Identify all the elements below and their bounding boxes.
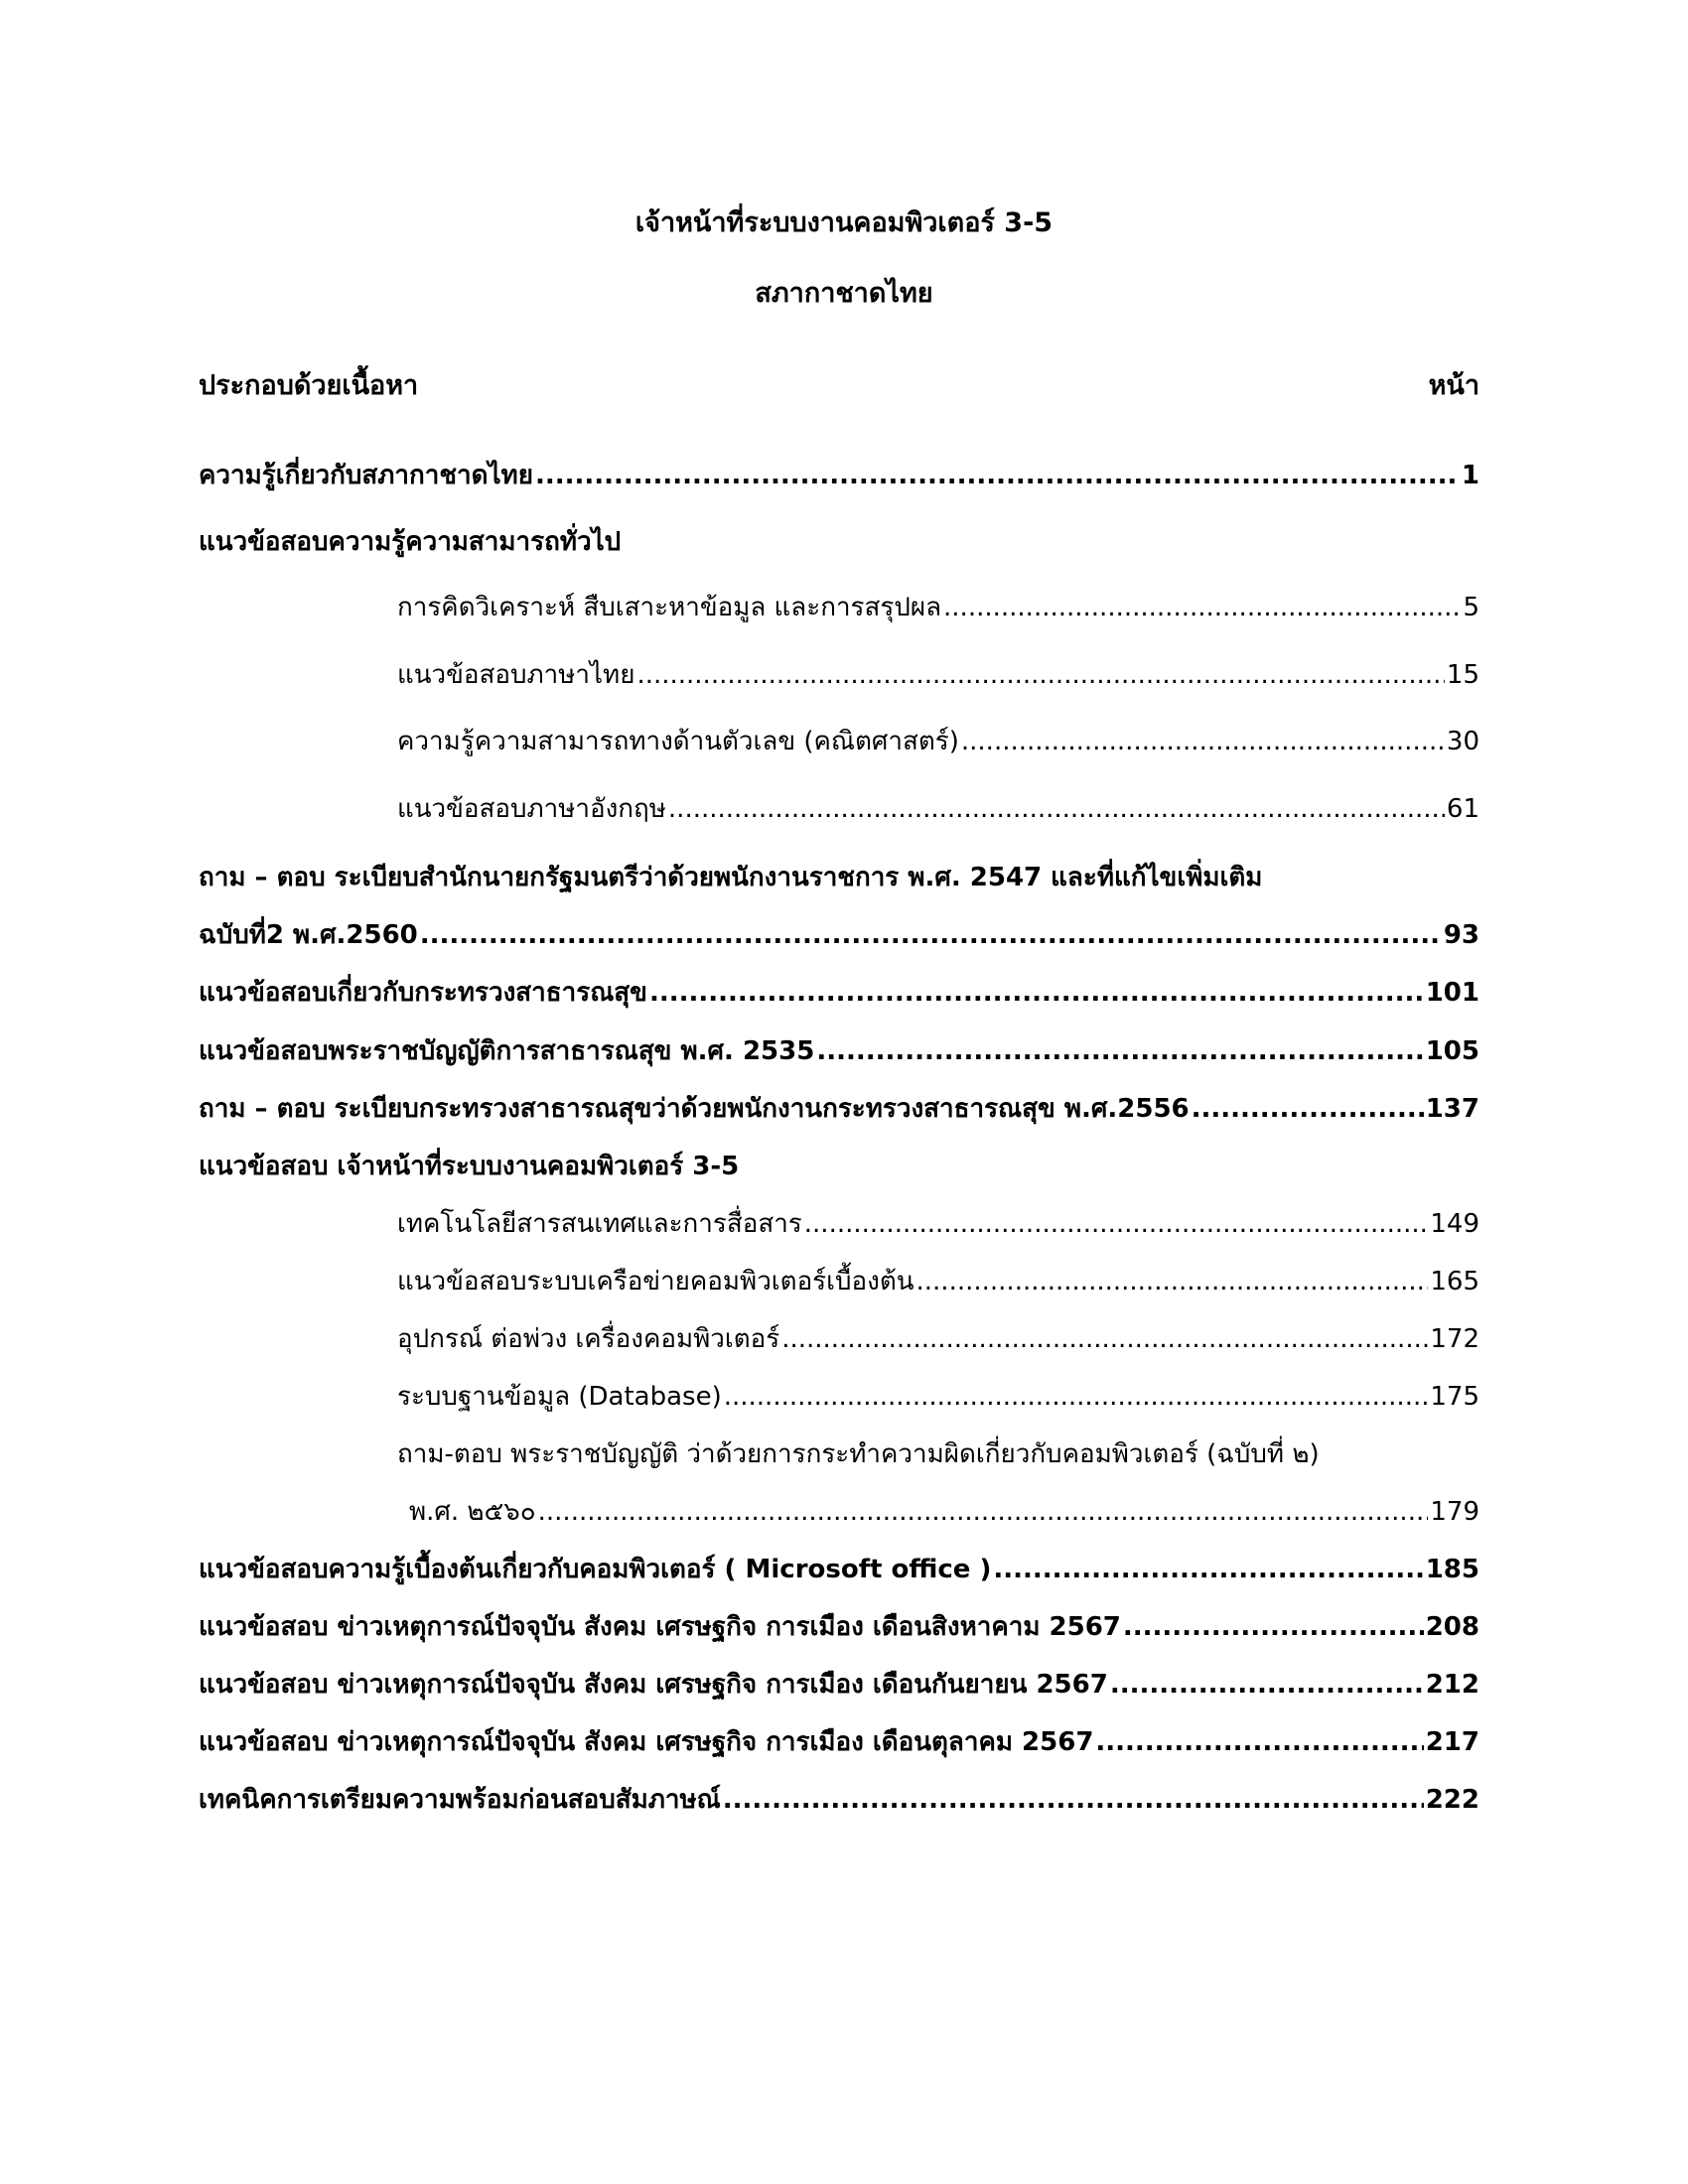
toc-entry (199, 1665, 1479, 1705)
toc-entry (397, 722, 1479, 761)
toc-section-heading: แนวข้อสอบความรู้ความสามารถทั่วไป (199, 527, 622, 557)
dot-leader (723, 1780, 1424, 1820)
dot-leader (1123, 1607, 1424, 1647)
toc-entry-page: 185 (1425, 1555, 1479, 1584)
toc-entry-page: 30 (1446, 727, 1479, 756)
toc-entry-page: 137 (1425, 1094, 1479, 1124)
dot-leader (649, 973, 1424, 1013)
toc-entry-title: แนวข้อสอบระบบเครือข่ายคอมพิวเตอร์เบื้องต้น (397, 1267, 914, 1297)
toc-entry (409, 1492, 1479, 1532)
toc-entry (199, 1089, 1479, 1129)
toc-entry-title: แนวข้อสอบความรู้เบื้องต้นเกี่ยวกับคอมพิวเตอร์ ( Microsoft office ) (199, 1555, 992, 1584)
dot-leader (1095, 1722, 1423, 1762)
toc-entry-page: 208 (1425, 1612, 1479, 1642)
toc-entry-title: เทคนิคการเตรียมความพร้อมก่อนสอบสัมภาษณ์ (199, 1785, 721, 1815)
dot-leader (943, 588, 1461, 627)
toc-entry-page: 15 (1446, 660, 1479, 690)
toc-entry-title: แนวข้อสอบ ข่าวเหตุการณ์ปัจจุบัน สังคม เศรษฐกิจ การเมือง เดือนสิงหาคาม 2567 (199, 1612, 1121, 1642)
toc-entry-page: 5 (1463, 593, 1479, 622)
toc-entry-title: ระบบฐานข้อมูล (Database) (397, 1382, 722, 1412)
toc-entry-page: 212 (1425, 1670, 1479, 1700)
toc-entry (397, 1262, 1479, 1301)
toc-entry (199, 1607, 1479, 1647)
toc-entry-page: 1 (1461, 461, 1479, 490)
toc-entry-title: ฉบับที่2 พ.ศ.2560 (199, 920, 418, 950)
toc-entry-title: ถาม – ตอบ ระเบียบกระทรวงสาธารณสุขว่าด้วยพนักงานกระทรวงสาธารณสุข พ.ศ.2556 (199, 1094, 1190, 1124)
toc-entry-title: แนวข้อสอบพระราชบัญญัติการสาธารณสุข พ.ศ. 2535 (199, 1036, 815, 1066)
dot-leader (993, 1550, 1423, 1589)
toc-entry (199, 1780, 1479, 1820)
page-column-label: หน้า (1428, 370, 1479, 401)
toc-entry (397, 789, 1479, 829)
toc-entry-page: 61 (1446, 794, 1479, 824)
dot-leader (535, 456, 1460, 495)
toc-entry (199, 973, 1479, 1013)
toc-entry (397, 1319, 1479, 1359)
dot-leader (636, 655, 1444, 695)
contents-header (199, 366, 1479, 406)
toc-entry-title: แนวข้อสอบเกี่ยวกับกระทรวงสาธารณสุข (199, 978, 647, 1008)
toc-entry (199, 456, 1479, 495)
toc-entry (397, 1204, 1479, 1244)
toc-entry-title: ความรู้ความสามารถทางด้านตัวเลข (คณิตศาสตร์) (397, 727, 959, 756)
toc-entry (199, 1550, 1479, 1589)
dot-leader (961, 722, 1445, 761)
toc-entry-page: 105 (1425, 1036, 1479, 1066)
toc-entry-page: 149 (1430, 1209, 1479, 1239)
dot-leader (668, 789, 1445, 829)
toc-entry-page: 101 (1425, 978, 1479, 1008)
toc-entry-page: 93 (1443, 920, 1479, 950)
toc-entry-page: 165 (1430, 1267, 1479, 1297)
document-title: เจ้าหน้าที่ระบบงานคอมพิวเตอร์ 3-5 (634, 207, 1054, 238)
dot-leader (804, 1204, 1429, 1244)
toc-entry-page: 217 (1425, 1727, 1479, 1757)
dot-leader (420, 915, 1442, 955)
toc-entry-title: แนวข้อสอบภาษาอังกฤษ (397, 794, 666, 824)
dot-leader (538, 1492, 1429, 1532)
toc-entry-title: การคิดวิเคราะห์ สืบเสาะหาข้อมูล และการสรุปผล (397, 593, 942, 622)
toc-entry-page: 175 (1430, 1382, 1479, 1412)
dot-leader (1192, 1089, 1424, 1129)
dot-leader (1110, 1665, 1424, 1705)
dot-leader (724, 1377, 1429, 1417)
toc-entry-page: 222 (1425, 1785, 1479, 1815)
toc-sub-heading: ถาม-ตอบ พระราชบัญญัติ ว่าด้วยการกระทำความผิดเกี่ยวกับคอมพิวเตอร์ (ฉบับที่ ๒) (397, 1439, 1320, 1469)
toc-entry (199, 1722, 1479, 1762)
toc-entry-title: แนวข้อสอบ ข่าวเหตุการณ์ปัจจุบัน สังคม เศรษฐกิจ การเมือง เดือนตุลาคม 2567 (199, 1727, 1094, 1757)
toc-entry-title: แนวข้อสอบ ข่าวเหตุการณ์ปัจจุบัน สังคม เศรษฐกิจ การเมือง เดือนกันยายน 2567 (199, 1670, 1108, 1700)
toc-entry-title: อุปกรณ์ ต่อพ่วง เครื่องคอมพิวเตอร์ (397, 1324, 780, 1354)
toc-entry (397, 588, 1479, 627)
toc-entry (397, 1377, 1479, 1417)
toc-entry (397, 655, 1479, 695)
toc-entry (199, 1031, 1479, 1071)
toc-entry-title: พ.ศ. ๒๕๖๐ (409, 1497, 536, 1527)
contents-label: ประกอบด้วยเนื้อหา (199, 370, 419, 401)
toc-entry-title: ความรู้เกี่ยวกับสภากาชาดไทย (199, 461, 533, 490)
toc-entry-page: 179 (1430, 1497, 1479, 1527)
toc-section-heading: แนวข้อสอบ เจ้าหน้าที่ระบบงานคอมพิวเตอร์ 3-5 (199, 1152, 740, 1181)
dot-leader (916, 1262, 1429, 1301)
document-subtitle: สภากาชาดไทย (755, 278, 933, 309)
toc-entry-title: เทคโนโลยีสารสนเทศและการสื่อสาร (397, 1209, 802, 1239)
dot-leader (781, 1319, 1428, 1359)
toc-section-heading: ถาม – ตอบ ระเบียบสำนักนายกรัฐมนตรีว่าด้วยพนักงานราชการ พ.ศ. 2547 และที่แก้ไขเพิ่มเติม (199, 863, 1263, 892)
toc-entry-page: 172 (1430, 1324, 1479, 1354)
dot-leader (816, 1031, 1423, 1071)
toc-entry (199, 915, 1479, 955)
toc-entry-title: แนวข้อสอบภาษาไทย (397, 660, 635, 690)
